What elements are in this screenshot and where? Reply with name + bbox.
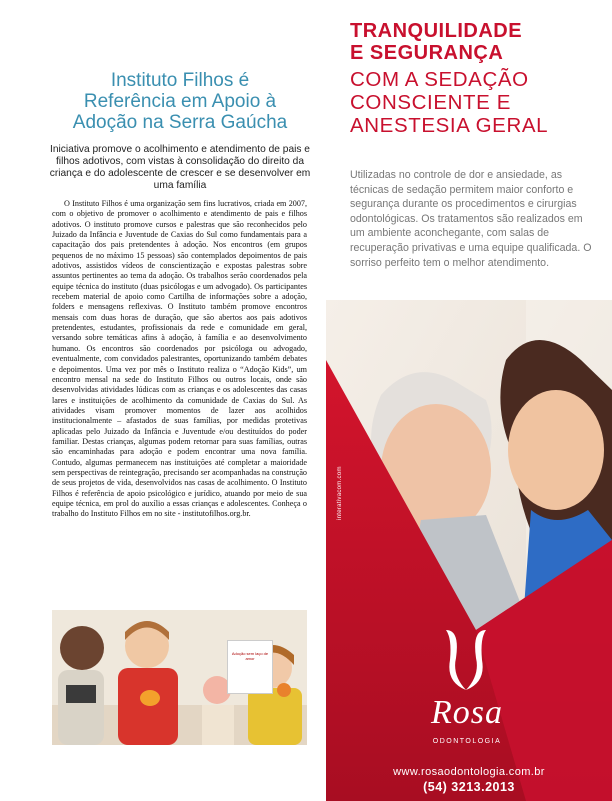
article-title: Instituto Filhos é Referência em Apoio à Adoção na Serra Gaúcha [72,70,288,133]
ad-headline-light: COM A SEDAÇÃO CONSCIENTE E ANESTESIA GERAL [350,68,549,137]
rosa-logo-text: Rosa [431,694,503,731]
ad-body-text: Utilizadas no controle de dor e ansiedade, as técnicas de sedação permitem maior conforto e segurança durante os procedimentos e cirurgias odontológicas. Os tratamentos são realizados em um ambiente aconchegante, com salas de recuperação privativas e uma equipe qualificada. O sorriso perfeito tem o melhor atendimento. [350,169,592,269]
ad-headline-bold: TRANQUILIDADE E SEGURANÇA [350,20,523,64]
article-subtitle: Iniciativa promove o acolhimento e atendimento de pais e filhos adotivos, com vistas à consolidação do direito da criança e do adolescente de crescer e se desenvolver em uma família [49,144,311,191]
adoption-sign-text: Adoção sem laço de amor [231,651,269,661]
article-body: O Instituto Filhos é uma organização sem fins lucrativos, criada em 2007, com o objetivo de promover o acolhimento e atendimento de pais e filhos adotivos. O instituto promove cursos e palestras que são reconhecidos pelo Juizado da Infância e Juventude de Caxias do Sul como fundamentais para a capacitação dos pais pretendentes à adoção. Nos encontros (em grupos pequenos de no máximo 15 pessoas) são contemplados depoimentos de pais adotivos, assistidos vídeos de conscientização e expostas palestras sobre assuntos pertinentes ao tema da adoção. Os trabalhos serão coordenados pela equipe técnica do instituto (duas psicólogas e um advogado). Os participantes recebem material de apoio como Cartilha de informações sobre a adoção, folders e mensagens reflexivas. O Instituto também promove encontros mensais com duas horas de duração, que são abertos aos pais adotivos pretendentes, estudantes, profissionais da rede e comunidade em geral, versando sobre temáticas afins à adoção, à família e ao desenvolvimento humano. Os encontros são coordenados por psicóloga ou advogado, eventualmente, com convidados palestrantes, oportunizando também debates e depoimentos. Uma vez por mês o Instituto realiza o “Adoção Kids”, um encontro mensal na sede do Instituto Filhos ou outros locais, onde são desenvolvidas atividades lúdicas com as crianças e os adolescentes das casas lares e instituições de acolhimento da comunidade de Caxias do Sul. As atividades visam promover momentos de lazer aos acolhidos institucionalmente – afastados de suas famílias, por medidas protetivas aplicadas pelo Juizado da Infância e Juventude e/ou destituídos do poder familiar. Destas crianças, algumas podem retornar para suas famílias, outras são encaminhadas para adoção e podem encontrar uma nova família. Contudo, algumas permanecem nas instituições até completar a maioridade sem perspectivas de reintegração, precisando ser acompanhadas na construção de seus projetos de vida, desenvolvidos nas casas de acolhimento. O Instituto Filhos é referência de apoio psicológico e jurídico, atuando por meio de sua equipe técnica, em prol do auxílio a essas crianças e adolescentes. Conheça o trabalho do Instituto Filhos em no site - institutofilhos.org.br. [52,199,307,519]
adoption-sign [227,640,273,694]
agency-credit: interativacom.com [337,466,343,520]
ad-website[interactable]: www.rosaodontologia.com.br [393,766,545,778]
ad-phone[interactable]: (54) 3213.2013 [423,780,515,794]
children-photo [52,610,307,745]
rosa-logo-subtitle: ODONTOLOGIA [432,738,502,745]
